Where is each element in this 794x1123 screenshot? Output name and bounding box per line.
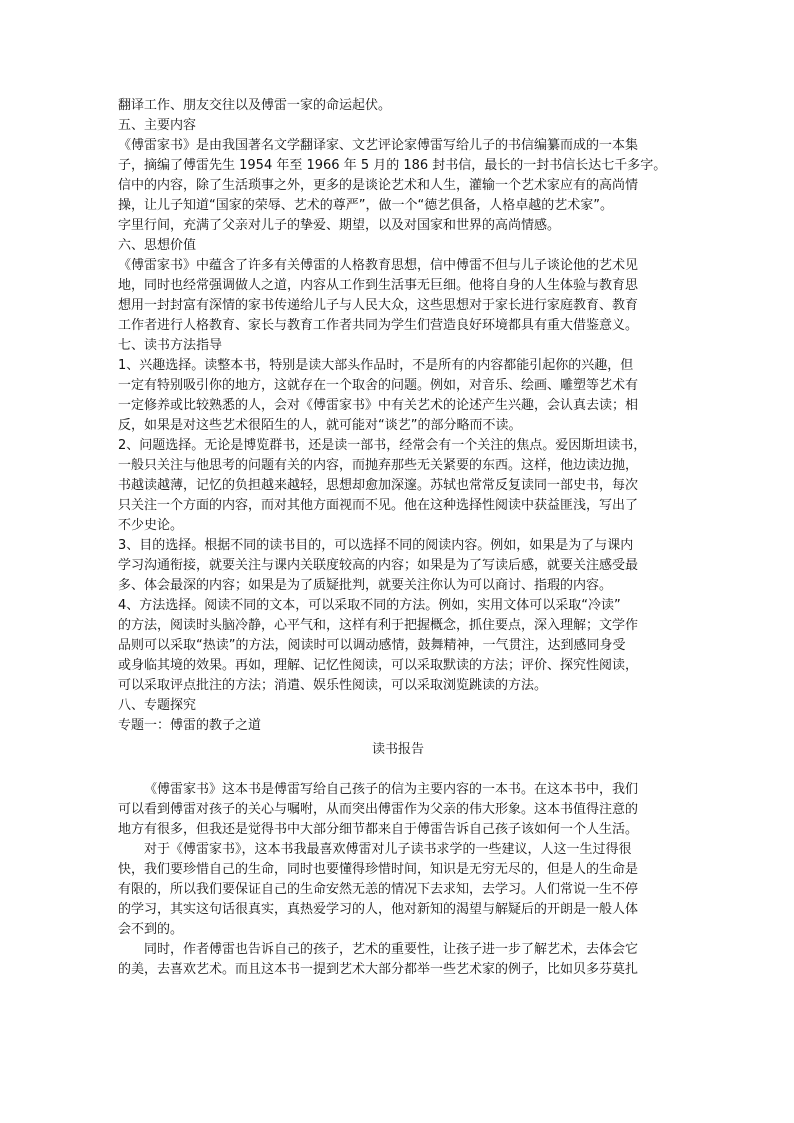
report-line: 快，我们要珍惜自己的生命，同时也要懂得珍惜时间，知识是无穷无尽的，但是人的生命是 xyxy=(118,862,639,877)
text-line: 一定修养或比较熟悉的人，会对《傅雷家书》中有关艺术的论述产生兴趣，会认真去读；相 xyxy=(118,398,639,413)
text-line: 2、问题选择。无论是博览群书，还是读一部书，经常会有一个关注的焦点。爱因斯坦读书， xyxy=(118,438,647,453)
report-line: 的美，去喜欢艺术。而且这本书一提到艺术大部分都举一些艺术家的例子，比如贝多芬莫扎 xyxy=(118,962,639,977)
body-text xyxy=(118,96,678,736)
text-line: 字里行间，充满了父亲对儿子的挚爱、期望，以及对国家和世界的高尚情感。 xyxy=(118,218,561,233)
report-line: 地方有很多，但我还是觉得书中大部分细节都来自于傅雷告诉自己孩子该如何一个人生活。 xyxy=(118,822,639,837)
text-line: 只关注一个方面的内容，而对其他方面视而不见。他在这种选择性阅读中获益匪浅，写出了 xyxy=(118,498,639,513)
text-line: 《傅雷家书》是由我国著名文学翻译家、文艺评论家傅雷写给儿子的书信编纂而成的一本集 xyxy=(118,138,639,153)
text-line: 或身临其境的效果。再如，理解、记忆性阅读，可以采取默读的方法；评价、探究性阅读， xyxy=(118,658,639,673)
report-line: 的学习，其实这句话很真实，真热爱学习的人，他对新知的渴望与解疑后的开朗是一般人体 xyxy=(118,902,639,917)
text-line: 翻译工作、朋友交往以及傅雷一家的命运起伏。 xyxy=(118,98,392,113)
text-line: 品则可以采取“热读”的方法，阅读时可以调动感情，鼓舞精神，一气贯注，达到感同身受 xyxy=(118,638,626,653)
text-line: 一定有特别吸引你的地方，这就存在一个取舍的问题。例如，对音乐、绘画、雕塑等艺术有 xyxy=(118,378,639,393)
section-heading: 六、思想价值 xyxy=(118,238,197,253)
text-line: 4、方法选择。阅读不同的文本，可以采取不同的方法。例如，实用文体可以采取“冷读” xyxy=(118,598,621,613)
report-line: 《傅雷家书》这本书是傅雷写给自己孩子的信为主要内容的一本书。在这本书中，我们 xyxy=(144,782,639,797)
text-line: 一般只关注与他思考的问题有关的内容，而抛弃那些无关紧要的东西。这样，他边读边抛， xyxy=(118,458,639,473)
text-line: 信中的内容，除了生活琐事之外，更多的是谈论艺术和人生，灌输一个艺术家应有的高尚情 xyxy=(118,178,639,193)
report-line: 有限的，所以我们要保证自己的生命安然无恙的情况下去求知，去学习。人们常说一生不停 xyxy=(118,882,639,897)
text-line: 3、目的选择。根据不同的读书目的，可以选择不同的阅读内容。例如，如果是为了与课内 xyxy=(118,538,634,553)
text-line: 子，摘编了傅雷先生 1954 年至 1966 年 5 月的 186 封书信，最长的一封书信长达七千多字。 xyxy=(118,158,667,173)
text-line: 不少史论。 xyxy=(118,518,184,533)
text-line: 的方法，阅读时头脑冷静，心平气和，这样有利于把握概念，抓住要点，深入理解；文学作 xyxy=(118,618,639,633)
text-line: 书越读越薄，记忆的负担越来越轻，思想却愈加深邃。苏轼也常常反复读同一部史书，每次 xyxy=(118,478,639,493)
topic-heading: 专题一：傅雷的教子之道 xyxy=(118,718,262,733)
report-title: 读书报告 xyxy=(371,742,424,757)
text-line: 可以采取评点批注的方法；消遣、娱乐性阅读，可以采取浏览跳读的方法。 xyxy=(118,678,548,693)
text-line: 反，如果是对这些艺术很陌生的人，就可能对“谈艺”的部分略而不读。 xyxy=(118,418,522,433)
report-line: 可以看到傅雷对孩子的关心与嘱咐，从而突出傅雷作为父亲的伟大形象。这本书值得注意的 xyxy=(118,802,639,817)
text-line: 地，同时也经常强调做人之道，内容从工作到生活事无巨细。他将自身的人生体验与教育思 xyxy=(118,278,639,293)
text-line: 《傅雷家书》中蕴含了许多有关傅雷的人格教育思想，信中傅雷不但与儿子谈论他的艺术见 xyxy=(118,258,639,273)
text-line: 1、兴趣选择。读整本书，特别是读大部头作品时，不是所有的内容都能引起你的兴趣，但 xyxy=(118,358,634,373)
section-heading: 五、主要内容 xyxy=(118,118,197,133)
text-line: 操，让儿子知道“国家的荣辱、艺术的尊严”，做一个“德艺俱备，人格卓越的艺术家”。 xyxy=(118,198,613,213)
report-line: 同时，作者傅雷也告诉自己的孩子，艺术的重要性，让孩子进一步了解艺术，去体会它 xyxy=(144,942,639,957)
text-line: 学习沟通衔接，就要关注与课内关联度较高的内容；如果是为了写读后感，就要关注感受最 xyxy=(118,558,639,573)
document-page xyxy=(118,96,678,980)
text-line: 工作者进行人格教育、家长与教育工作者共同为学生们营造良好环境都具有重大借鉴意义。 xyxy=(118,318,639,333)
section-heading: 七、读书方法指导 xyxy=(118,338,223,353)
text-line: 想用一封封富有深情的家书传递给儿子与人民大众，这些思想对于家长进行家庭教育、教育 xyxy=(118,298,639,313)
report-line: 对于《傅雷家书》，这本书我最喜欢傅雷对儿子读书求学的一些建议，人这一生过得很 xyxy=(144,842,632,857)
text-line: 多、体会最深的内容；如果是为了质疑批判，就要关注你认为可以商讨、指瑕的内容。 xyxy=(118,578,613,593)
report-line: 会不到的。 xyxy=(118,922,184,937)
report-body xyxy=(118,780,678,980)
section-heading: 八、专题探究 xyxy=(118,698,197,713)
